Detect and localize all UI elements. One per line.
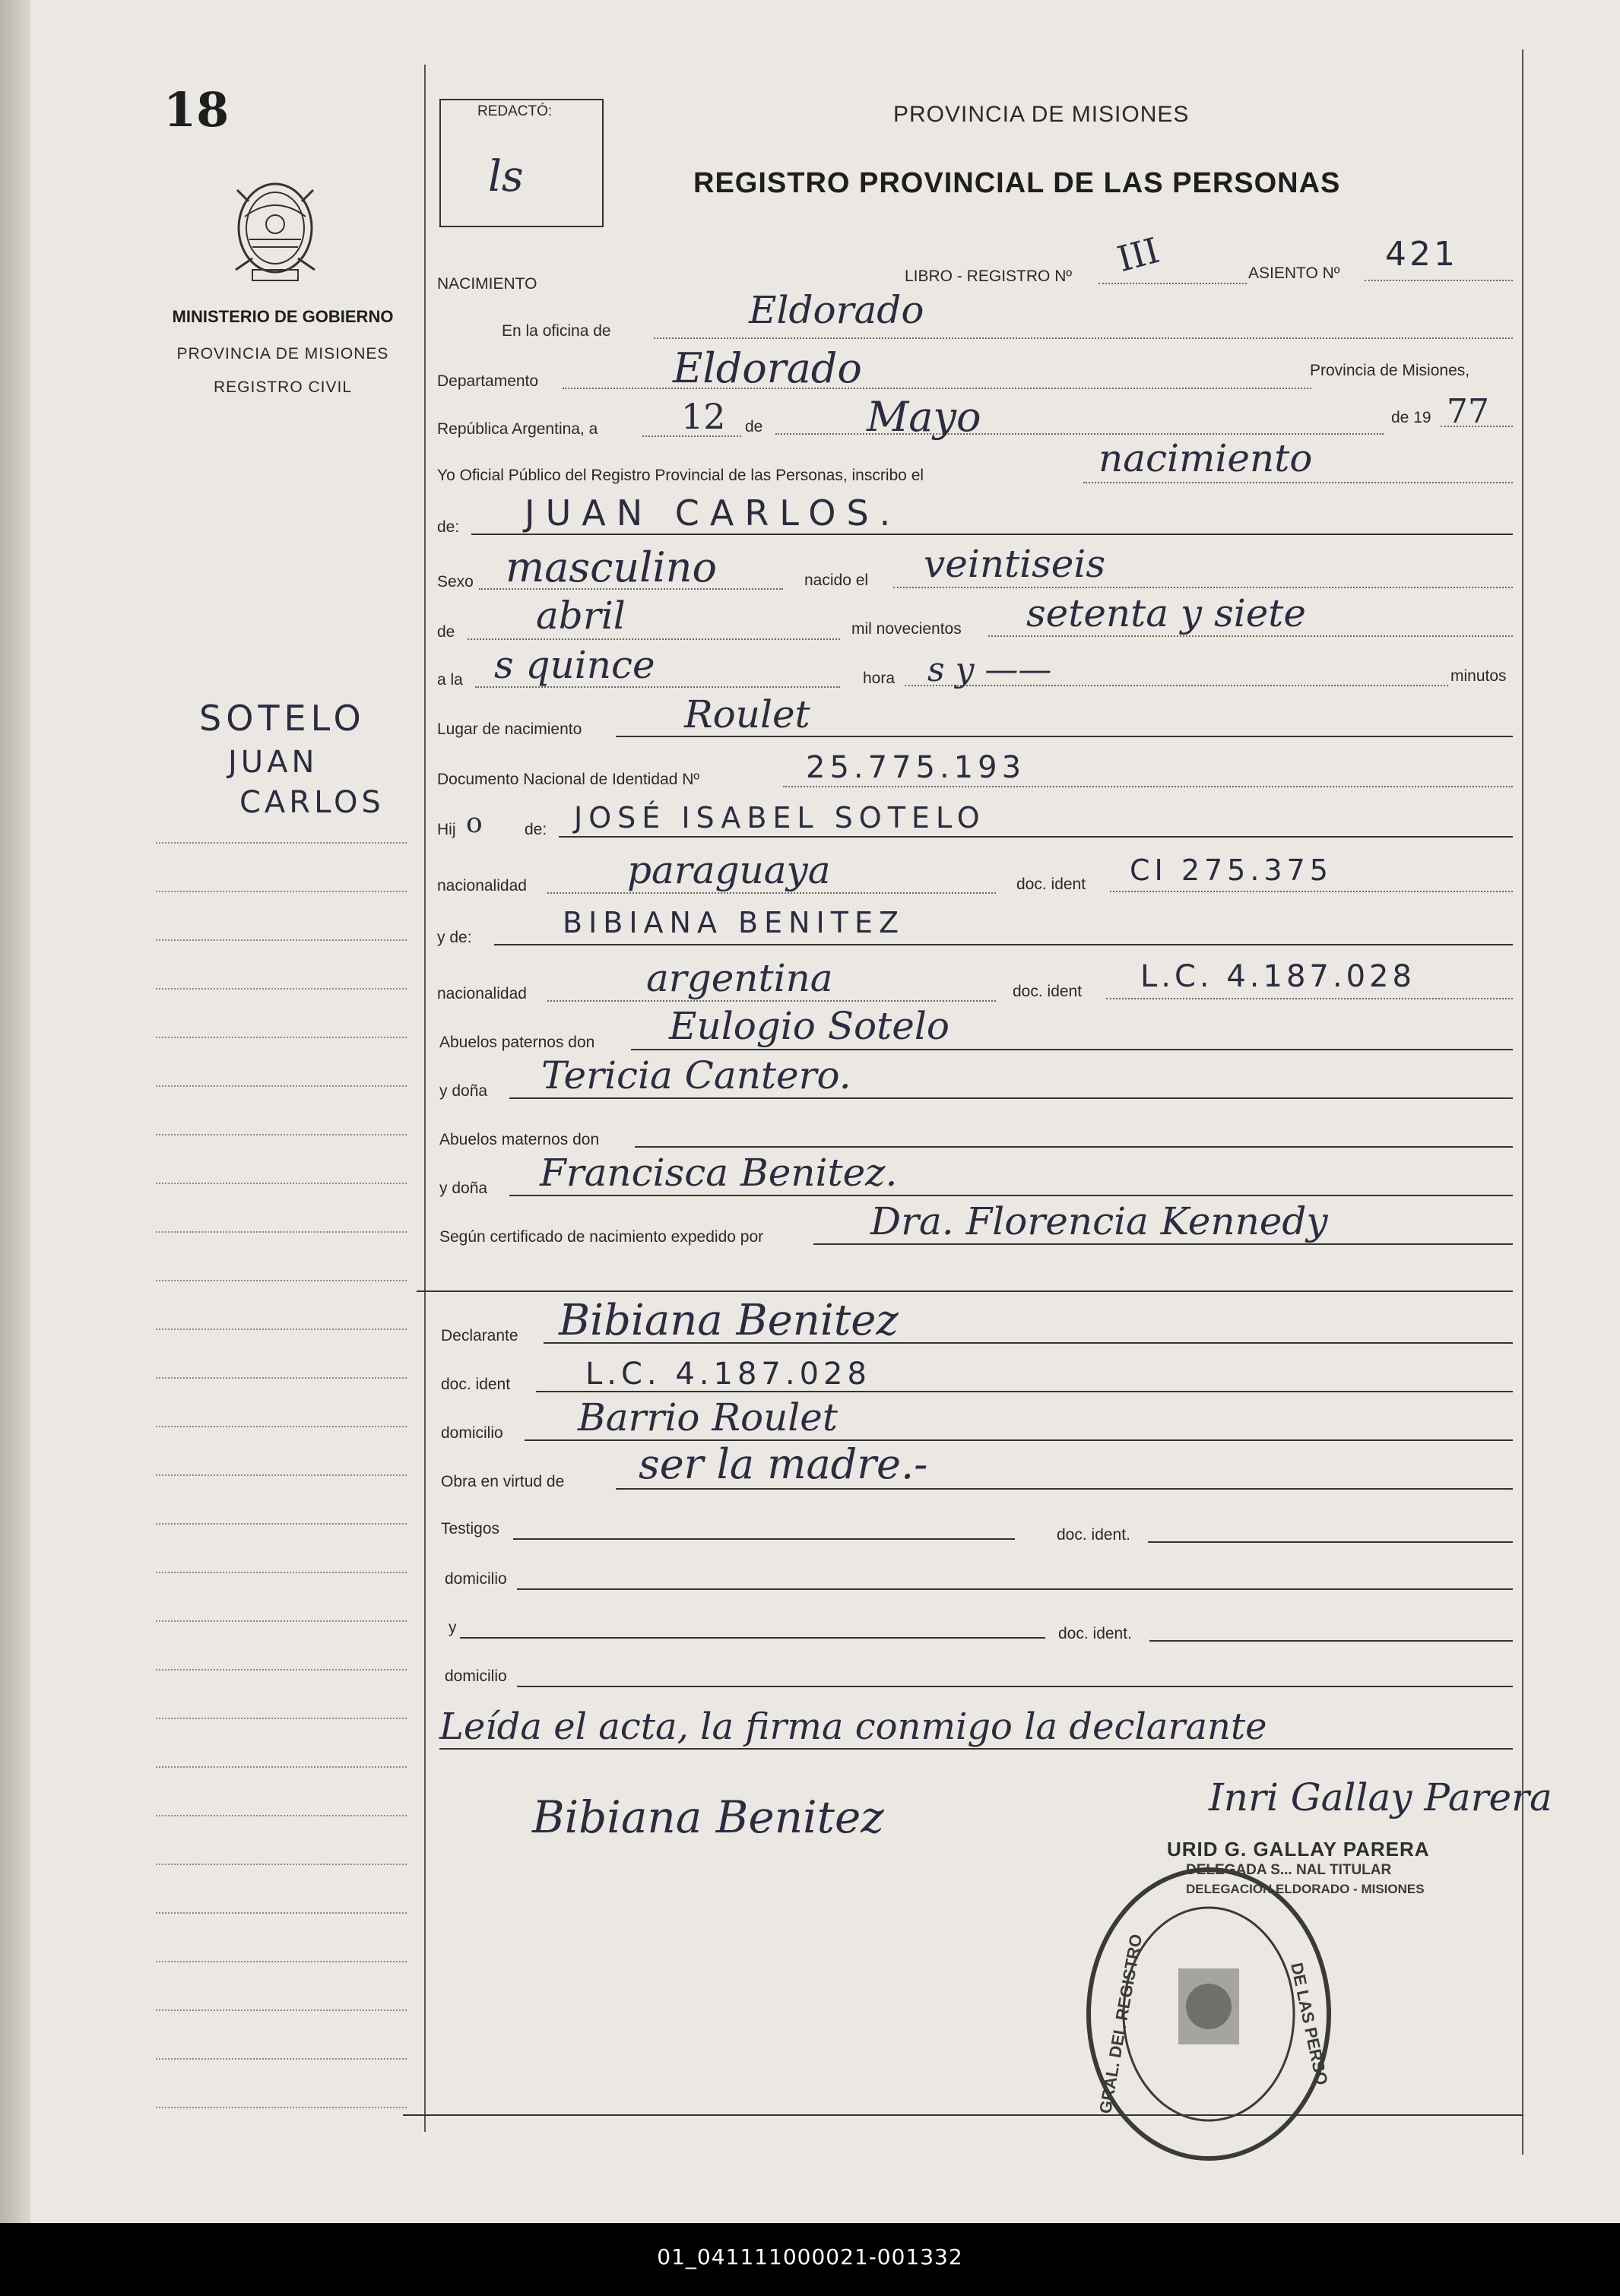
dni-label: Documento Nacional de Identidad Nº <box>437 771 700 788</box>
docident5-label: doc. ident. <box>1058 1625 1132 1642</box>
domicilio1-value: Barrio Roulet <box>578 1395 838 1439</box>
header-title: REGISTRO PROVINCIAL DE LAS PERSONAS <box>693 167 1341 199</box>
year-value: 77 <box>1447 392 1489 431</box>
domicilio3-label: domicilio <box>445 1667 507 1685</box>
month-value: Mayo <box>867 393 981 441</box>
page-number: 18 <box>163 82 230 138</box>
day-value: 12 <box>681 396 726 437</box>
signature-declarant: Bibiana Benitez <box>532 1791 884 1843</box>
libro-label: LIBRO - REGISTRO Nº <box>905 268 1073 285</box>
ala-label: a la <box>437 671 463 689</box>
ydona1-value: Tericia Cantero. <box>541 1053 851 1097</box>
frame-bottom-line <box>403 2114 1523 2116</box>
yde-label: y de: <box>437 929 472 946</box>
y-label: y <box>449 1619 457 1636</box>
year-label: de 19 <box>1391 409 1431 426</box>
docident1-value: CI 275.375 <box>1130 853 1333 887</box>
asiento-value: 421 <box>1385 235 1458 274</box>
month-birth-value: abril <box>536 594 626 638</box>
abpat-label: Abuelos paternos don <box>439 1034 595 1051</box>
abmat-label: Abuelos maternos don <box>439 1131 600 1148</box>
lugar-label: Lugar de nacimiento <box>437 720 582 738</box>
frame-right-line <box>1522 49 1523 2155</box>
stamp-ring-right: DE LAS PERSO <box>1287 1961 1332 2087</box>
sexo-label: Sexo <box>437 573 474 591</box>
dni-value: 25.775.193 <box>806 750 1026 785</box>
hora-label: hora <box>863 670 896 687</box>
docident2-label: doc. ident <box>1013 983 1083 1000</box>
sexo-value: masculino <box>506 543 717 591</box>
de3-label: de <box>437 623 455 641</box>
nacido-label: nacido el <box>804 572 869 589</box>
nac1-label: nacionalidad <box>437 877 527 895</box>
domicilio2-label: domicilio <box>445 1570 507 1588</box>
ministry-registry: REGISTRO CIVIL <box>213 378 353 396</box>
oficina-value: Eldorado <box>749 288 924 332</box>
oficial-value: nacimiento <box>1098 436 1313 480</box>
frame-left-line <box>424 65 426 2132</box>
ministry-province: PROVINCIA DE MISIONES <box>176 345 389 363</box>
name-value: JUAN CARLOS. <box>525 492 902 534</box>
docident2-value: L.C. 4.187.028 <box>1140 959 1416 994</box>
margin-note-surname: SOTELO <box>199 698 366 739</box>
departamento-label: Departamento <box>437 372 539 390</box>
domicilio1-label: domicilio <box>441 1424 503 1442</box>
hour-value: s quince <box>494 643 655 687</box>
de4-label: de: <box>525 821 547 838</box>
obra-value: ser la madre.- <box>639 1440 928 1488</box>
docident1-label: doc. ident <box>1016 876 1086 893</box>
nacido-value: veintiseis <box>924 542 1106 586</box>
hij-label: Hij <box>437 821 456 838</box>
asiento-label: ASIENTO Nº <box>1248 264 1340 282</box>
docident4-label: doc. ident. <box>1057 1526 1130 1544</box>
year-birth-value: setenta y siete <box>1026 591 1306 635</box>
de-label: de <box>745 418 763 435</box>
ydona2-label: y doña <box>439 1180 488 1197</box>
closing-value: Leída el acta, la firma conmigo la declarante <box>439 1705 1267 1748</box>
republica-label: República Argentina, a <box>437 420 598 438</box>
departamento-value: Eldorado <box>673 344 862 392</box>
de2-label: de: <box>437 518 460 536</box>
oficial-label: Yo Oficial Público del Registro Provincial de las Personas, inscribo el <box>437 467 924 484</box>
father-value: JOSÉ ISABEL SOTELO <box>574 801 986 834</box>
margin-note-name2: CARLOS <box>239 785 385 820</box>
redacto-label: REDACTÓ: <box>477 103 553 119</box>
certificado-value: Dra. Florencia Kennedy <box>870 1199 1328 1243</box>
declarante-value: Bibiana Benitez <box>559 1296 899 1345</box>
certificado-label: Según certificado de nacimiento expedido por <box>439 1228 764 1246</box>
hij-suffix: o <box>466 808 483 839</box>
minutos-label: minutos <box>1450 667 1507 685</box>
nac2-value: argentina <box>646 956 833 1000</box>
stamp-name: URID G. GALLAY PARERA <box>1167 1838 1430 1861</box>
testigos-label: Testigos <box>441 1520 500 1538</box>
margin-note-name1: JUAN <box>228 745 319 780</box>
nacimiento-label: NACIMIENTO <box>437 275 537 293</box>
footer-bar <box>0 2223 1620 2296</box>
libro-value: III <box>1112 229 1164 280</box>
coat-of-arms-icon <box>222 171 328 293</box>
redacto-value: ls <box>488 152 524 201</box>
stamp-line3: DELEGACIÓN ELDORADO - MISIONES <box>1186 1882 1425 1896</box>
abpat-value: Eulogio Sotelo <box>669 1004 949 1048</box>
docident3-value: L.C. 4.187.028 <box>585 1357 871 1392</box>
hora-value: s y —— <box>927 651 1052 689</box>
oficina-label: En la oficina de <box>502 322 611 340</box>
mother-value: BIBIANA BENITEZ <box>563 906 905 939</box>
stamp-line2: DELEGADA S... NAL TITULAR <box>1186 1862 1392 1878</box>
provincia-label: Provincia de Misiones, <box>1310 362 1470 379</box>
signature-officer: Inri Gallay Parera <box>1209 1775 1552 1819</box>
obra-label: Obra en virtud de <box>441 1473 565 1490</box>
header-province: PROVINCIA DE MISIONES <box>893 102 1190 127</box>
mil-label: mil novecientos <box>851 620 962 638</box>
lugar-value: Roulet <box>684 692 810 736</box>
nac2-label: nacionalidad <box>437 985 527 1002</box>
nac1-value: paraguaya <box>627 848 831 892</box>
footer-id: 01_041111000021-001332 <box>657 2244 963 2269</box>
ydona2-value: Francisca Benitez. <box>540 1151 898 1195</box>
stamp-ring-left: GRAL. DEL REGISTRO <box>1095 1932 1146 2115</box>
ministry-title: MINISTERIO DE GOBIERNO <box>172 307 394 326</box>
docident3-label: doc. ident <box>441 1376 511 1393</box>
ydona1-label: y doña <box>439 1082 488 1100</box>
section-divider <box>417 1291 1513 1292</box>
declarante-label: Declarante <box>441 1327 518 1344</box>
